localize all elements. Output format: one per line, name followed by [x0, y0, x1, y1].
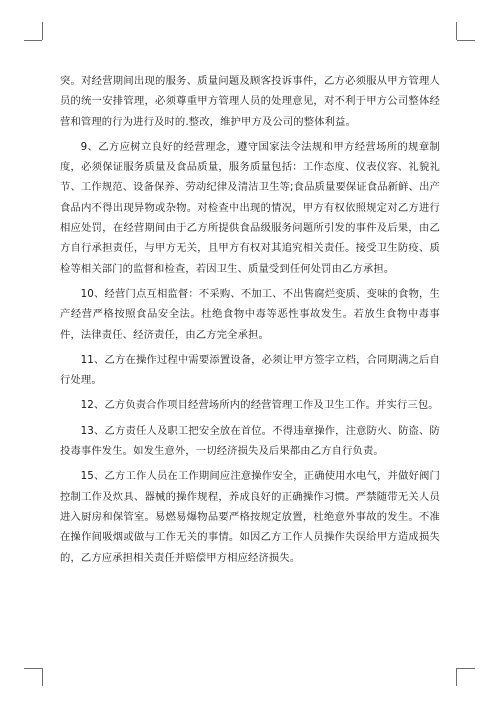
- crop-mark-top-left: [24, 40, 42, 41]
- paragraph: 15、乙方工作人员在工作期间应注意操作安全，正确使用水电气，并做好阀门控制工作及炊具、器械的操作规程，养成良好的正确操作习惯。严禁随带无关人员进入厨房和保管室。易燃易爆物品要严格按规定放置，杜绝意外事故的发生。不准在操作间吸烟或做与工作无关的事情。如因乙方工作人员操作失误给甲方造成损失的，乙方应承担相关责任并赔偿甲方相应经济损失。: [60, 470, 440, 564]
- crop-mark-top-right: [456, 22, 457, 40]
- paragraph: 13、乙方责任人及职工把安全放在首位。不得违章操作，注意防火、防盗、防投毒事件发生。如发生意外，一切经济损失及后果都由乙方自行负责。: [60, 424, 440, 458]
- crop-mark-top-left: [42, 22, 43, 40]
- document-body: [60, 71, 440, 573]
- paragraph: 9、乙方应树立良好的经营理念，遵守国家法令法规和甲方经营场所的规章制度，必须保证服务质量及食品质量，服务质量包括：工作态度、仪表仪容、礼貌礼节、工作规范、设备保养、劳动纪律及清洁卫生等;食品质量要保证食品新鲜、出产食品内不得出现异物或杂物。对检查中出现的情况，甲方有权依照规定对乙方进行相应处罚，在经营期间由于乙方所提供食品级服务问题所引发的事件及后果，由乙方自行承担责任，与甲方无关，且甲方有权对其追究相关责任。接受卫生防疫、质检等相关部门的监督和检查，若因卫生、质量受到任何处罚由乙方承担。: [60, 140, 440, 275]
- paragraph: 10、经营门点互相监督：不采购、不加工、不出售腐烂变质、变味的食物，生产经营严格按照食品安全法。杜绝食物中毒等恶性事故发生。若放生食物中毒事件，法律责任、经济责任，由乙方完全承担。: [60, 287, 440, 341]
- crop-mark-bottom-left: [42, 668, 43, 686]
- crop-mark-bottom-left: [24, 668, 42, 669]
- paragraph: 11、乙方在操作过程中需要添置设备，必须让甲方签字立档，合同期满之后自行处理。: [60, 353, 440, 387]
- crop-mark-bottom-right: [457, 668, 475, 669]
- paragraph: 12、乙方负责合作项目经营场所内的经营管理工作及卫生工作。并实行三包。: [80, 399, 439, 412]
- crop-mark-bottom-right: [456, 668, 457, 686]
- paragraph: 突。对经营期间出现的服务、质量问题及顾客投诉事件，乙方必须服从甲方管理人员的统一安排管理，必须尊重甲方管理人员的处理意见，对不利于甲方公司整体经营和管理的行为进行及时的.整改，维护甲方及公司的整体利益。: [60, 75, 440, 128]
- crop-mark-top-right: [457, 40, 475, 41]
